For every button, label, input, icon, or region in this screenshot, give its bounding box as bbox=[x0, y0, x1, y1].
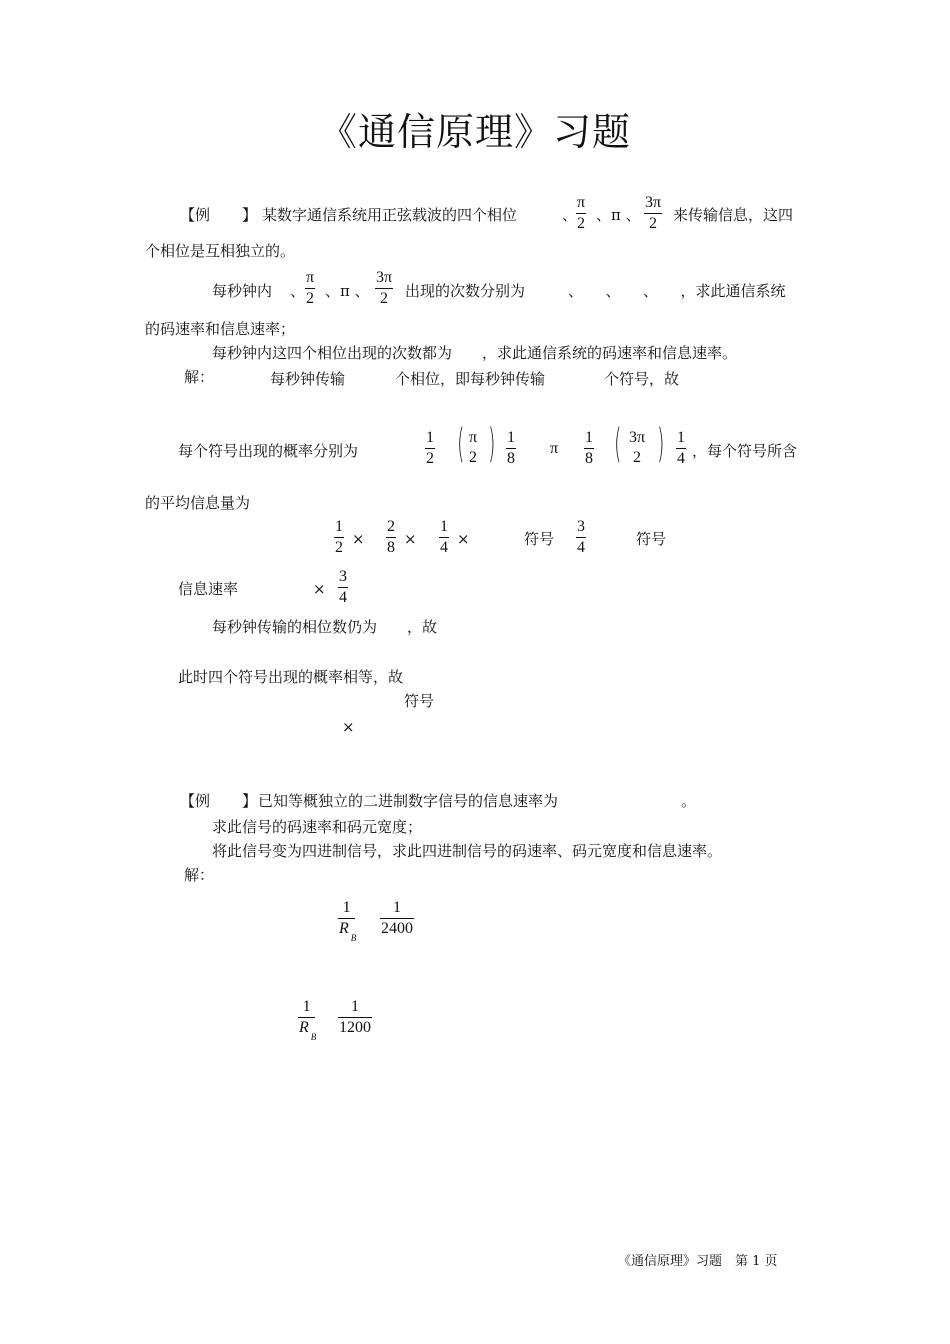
rate-text: 信息速率 bbox=[178, 580, 239, 598]
example1-tag-open: 【例 bbox=[180, 206, 211, 224]
right-paren: ) bbox=[657, 421, 665, 467]
fraction-one-over-rb: $\frac{1}{R_B}$ bbox=[299, 998, 317, 1042]
example2-tag-open: 【例 bbox=[180, 792, 211, 810]
times-sign: × bbox=[457, 530, 470, 548]
fraction-one-quarter: $\frac{1}{4}$ bbox=[440, 518, 448, 556]
times-sign: × bbox=[404, 530, 417, 548]
example2-solution-label: 解： bbox=[184, 866, 215, 884]
example2-q1: 求此信号的码速率和码元宽度； bbox=[212, 818, 423, 836]
sep: 、π 、 bbox=[596, 206, 641, 224]
fraction-one-half: $\frac{1}{2}$ bbox=[426, 429, 434, 467]
fraction-one-over-rb: $\frac{1}{R_B}$ bbox=[339, 899, 357, 943]
unit-symbol: 符号 bbox=[636, 530, 667, 548]
fraction-pi-over-2: $\frac{\pi}{2}$ bbox=[577, 194, 586, 232]
example1-statement-b: 来传输信息，这四 bbox=[673, 206, 794, 224]
part2-text: 每秒钟传输的相位数仍为 ，故 bbox=[212, 618, 438, 636]
example2-statement-end: 。 bbox=[681, 792, 697, 810]
q1-text-b: 出现的次数分别为 bbox=[405, 282, 526, 300]
fraction-3pi-over-2: $\frac{3\pi}{2}$ bbox=[645, 194, 662, 232]
times-sign: × bbox=[313, 580, 326, 598]
fraction-3pi-over-2: 3π 2 bbox=[629, 429, 646, 466]
fraction-one-over-2400: $\frac{1}{2400}$ bbox=[381, 899, 413, 937]
times-sign: × bbox=[352, 530, 365, 548]
sep: 、 bbox=[290, 282, 306, 300]
probability-text: 每个符号出现的概率分别为 bbox=[178, 442, 359, 460]
probability-tail: ，每个符号所含 bbox=[692, 442, 798, 460]
example1-statement-c: 个相位是互相独立的。 bbox=[145, 242, 296, 260]
fraction-one-quarter: $\frac{1}{4}$ bbox=[677, 429, 685, 467]
fraction-one-eighth: $\frac{1}{8}$ bbox=[585, 429, 593, 467]
solution-text-a: 每秒钟传输 bbox=[270, 370, 346, 388]
right-paren: ) bbox=[488, 421, 496, 467]
solution-text-c: 个符号，故 bbox=[604, 370, 680, 388]
example2-tag-close: 】 bbox=[242, 792, 258, 810]
left-paren: ( bbox=[457, 421, 465, 467]
example2-statement: 已知等概独立的二进制数字信号的信息速率为 bbox=[258, 792, 559, 810]
q1-separators: 、 、 、 ，求此通信系统 bbox=[568, 282, 786, 300]
fraction-3pi-over-2: $\frac{3\pi}{2}$ bbox=[376, 269, 393, 307]
example1-tag-close: 】 bbox=[242, 206, 258, 224]
fraction-three-quarters: $\frac{3}{4}$ bbox=[577, 518, 585, 556]
example1-statement-a: 某数字通信系统用正弦载波的四个相位 bbox=[262, 206, 518, 224]
fraction-three-quarters: $\frac{3}{4}$ bbox=[339, 568, 347, 606]
part2-equal-text: 此时四个符号出现的概率相等，故 bbox=[178, 668, 404, 686]
q1-text-c: 的码速率和信息速率； bbox=[145, 320, 296, 338]
fraction-one-half: $\frac{1}{2}$ bbox=[335, 518, 343, 556]
fraction-two-eighths: $\frac{2}{8}$ bbox=[387, 518, 395, 556]
fraction-one-eighth: $\frac{1}{8}$ bbox=[507, 429, 515, 467]
solution-label: 解： bbox=[184, 368, 215, 386]
times-sign: × bbox=[342, 718, 355, 736]
sep: 、 bbox=[562, 206, 578, 224]
q1-text-a: 每秒钟内 bbox=[212, 282, 273, 300]
example2-q2: 将此信号变为四进制信号，求此四进制信号的码速率、码元宽度和信息速率。 bbox=[212, 842, 723, 860]
fraction-pi-over-2: $\frac{\pi}{2}$ bbox=[306, 269, 315, 307]
fraction-pi-over-2: π 2 bbox=[469, 429, 478, 466]
page-footer: 《通信原理》习题 第 1 页 bbox=[618, 1254, 778, 1269]
solution-text-b: 个相位，即每秒钟传输 bbox=[395, 370, 546, 388]
q2-text: 每秒钟内这四个相位出现的次数都为 ，求此通信系统的码速率和信息速率。 bbox=[212, 344, 738, 362]
left-paren: ( bbox=[614, 421, 622, 467]
fraction-one-over-1200: $\frac{1}{1200}$ bbox=[339, 998, 371, 1036]
pi-symbol: π bbox=[550, 440, 559, 457]
unit-symbol: 符号 bbox=[404, 692, 435, 710]
document-title: 《通信原理》习题 bbox=[318, 110, 631, 154]
sep: 、π 、 bbox=[325, 282, 370, 300]
unit-symbol: 符号 bbox=[524, 530, 555, 548]
average-info-text: 的平均信息量为 bbox=[145, 494, 251, 512]
